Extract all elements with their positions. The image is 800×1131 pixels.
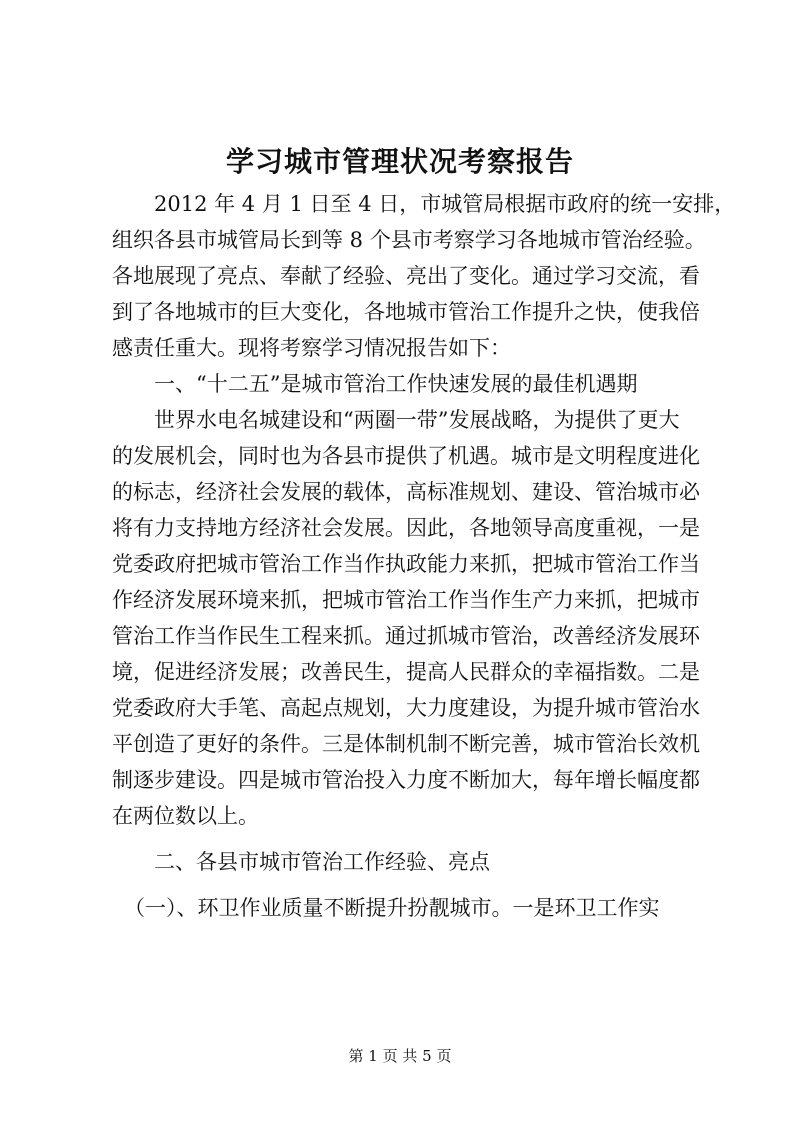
paragraph-line: 党委政府大手笔、高起点规划，大力度建设，为提升城市管治水 <box>112 696 700 720</box>
paragraph-line: 平创造了更好的条件。三是体制机制不断完善，城市管治长效机 <box>112 732 700 756</box>
section-heading: 一、“十二五”是城市管治工作快速发展的最佳机遇期 <box>154 372 638 396</box>
paragraph-line: 到了各地城市的巨大变化，各地城市管治工作提升之快，使我倍 <box>112 300 700 324</box>
paragraph-line: 作经济发展环境来抓，把城市管治工作当作生产力来抓，把城市 <box>112 588 700 612</box>
page-footer: 第 1 页 共 5 页 <box>348 1047 452 1065</box>
paragraph-spacer <box>112 880 712 890</box>
paragraph-line: 在两位数以上。 <box>112 804 259 828</box>
paragraph-line: 将有力支持地方经济社会发展。因此，各地领导高度重视，一是 <box>112 516 700 540</box>
paragraph-line: 2012 年 4 月 1 日至 4 日，市城管局根据市政府的统一安排， <box>154 192 736 216</box>
paragraph-line: （一）、环卫作业质量不断提升扮靓城市。一是环卫工作实 <box>124 896 660 920</box>
paragraph-line: 的发展机会，同时也为各县市提供了机遇。城市是文明程度进化 <box>112 444 700 468</box>
paragraph-spacer <box>112 834 712 844</box>
paragraph-line: 组织各县市城管局长到等 8 个县市考察学习各地城市管治经验。 <box>112 228 706 252</box>
paragraph-line: 世界水电名城建设和“两圈一带”发展战略，为提供了更大 <box>154 408 680 432</box>
paragraph-line: 党委政府把城市管治工作当作执政能力来抓，把城市管治工作当 <box>112 552 700 576</box>
paragraph-line: 制逐步建设。四是城市管治投入力度不断加大，每年增长幅度都 <box>112 768 700 792</box>
paragraph-line: 感责任重大。现将考察学习情况报告如下： <box>112 336 511 360</box>
section-heading: 二、各县市城市管治工作经验、亮点 <box>154 850 490 874</box>
document-title: 学习城市管理状况考察报告 <box>225 145 574 178</box>
paragraph-line: 境，促进经济发展；改善民生，提高人民群众的幸福指数。二是 <box>112 660 700 684</box>
paragraph-line: 各地展现了亮点、奉献了经验、亮出了变化。通过学习交流，看 <box>112 264 700 288</box>
document-body <box>112 186 736 926</box>
paragraph-line: 管治工作当作民生工程来抓。通过抓城市管治，改善经济发展环 <box>112 624 700 648</box>
paragraph-line: 的标志，经济社会发展的载体，高标准规划、建设、管治城市必 <box>112 480 700 504</box>
